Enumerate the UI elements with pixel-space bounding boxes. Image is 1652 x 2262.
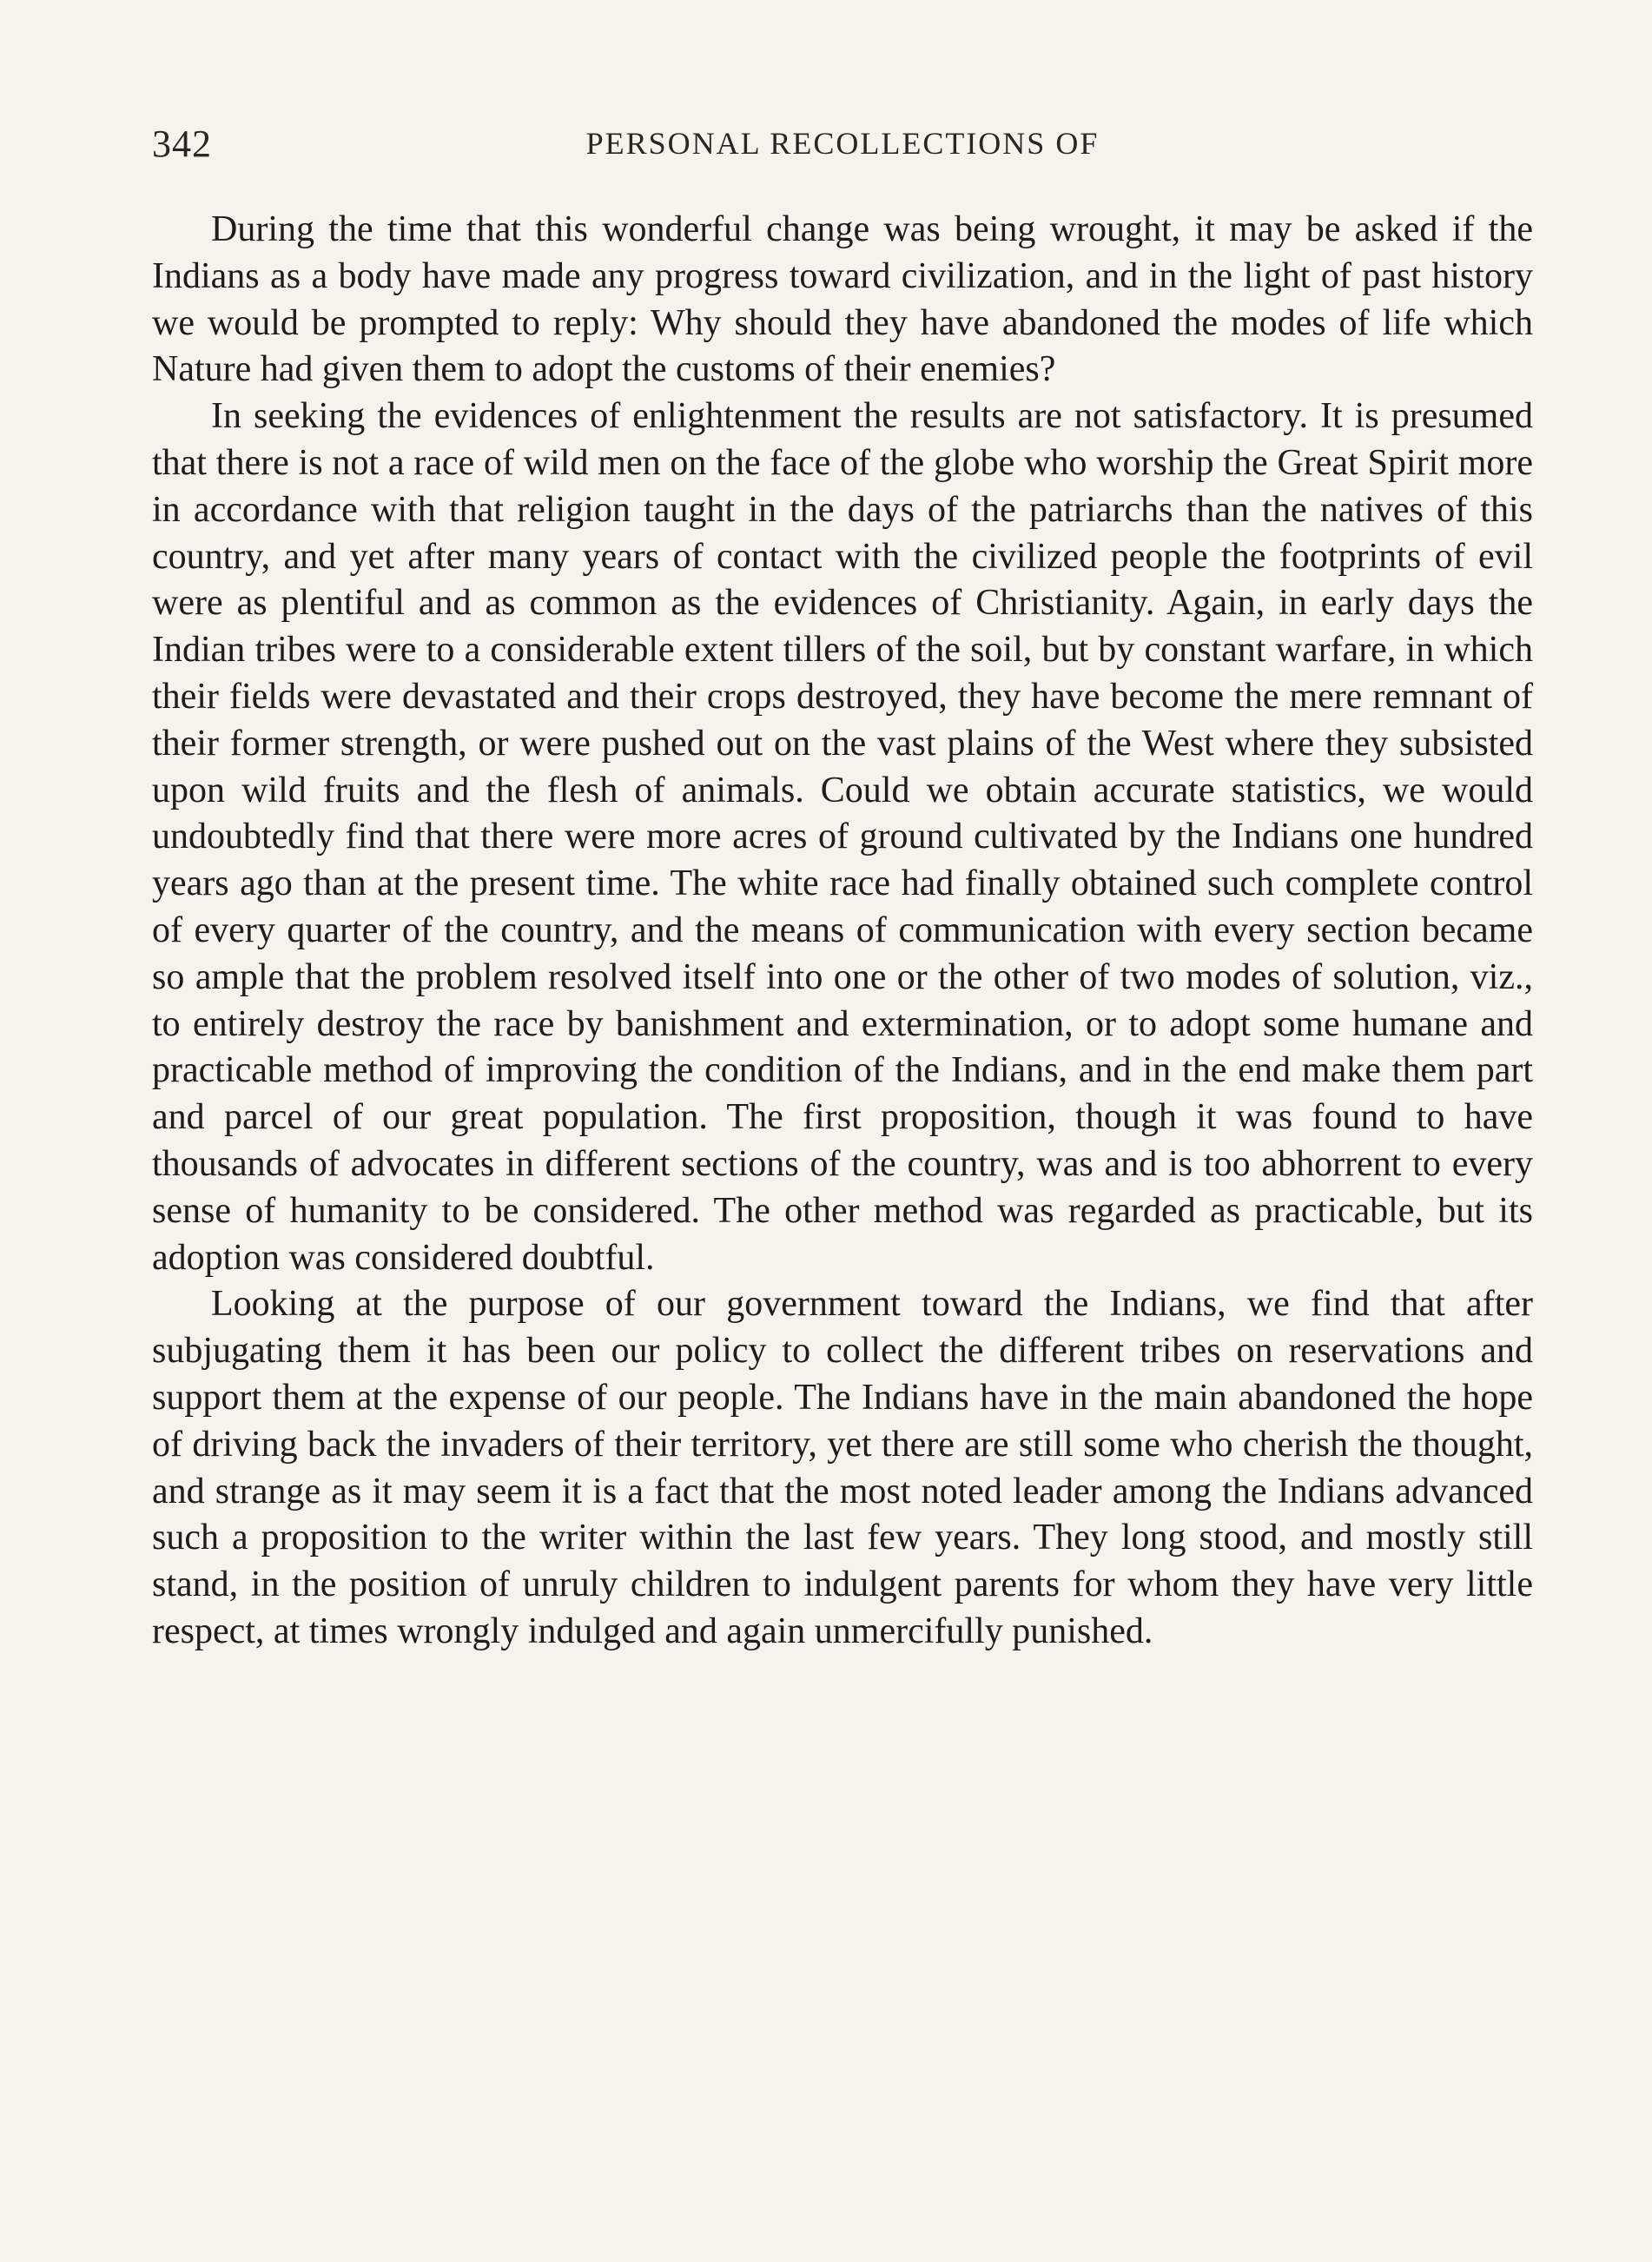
paragraph: In seeking the evidences of enlightenment the results are not satisfactory. It is presumed that there is not a race of wild men on the face of the globe who worship the Great Spirit more in accordance with that religion taught in the days of the patriarchs than the natives of this country, and yet after many years of contact with the civilized people the footprints of evil were as plentiful and as common as the evidences of Christianity. Again, in early days the Indian tribes were to a considerable extent tillers of the soil, but by constant warfare, in which their fields were devastated and their crops destroyed, they have become the mere remnant of their former strength, or were pushed out on the vast plains of the West where they subsisted upon wild fruits and the flesh of animals. Could we obtain accurate statistics, we would undoubtedly find that there were more acres of ground cultivated by the Indians one hundred years ago than at the present time. The white race had finally obtained such complete control of every quarter of the country, and the means of communication with every section became so ample that the problem resolved itself into one or the other of two modes of solution, viz., to entirely destroy the race by banishment and extermination, or to adopt some humane and practicable method of improving the condition of the Indians, and in the end make them part and parcel of our great population. The first proposition, though it was found to have thousands of advocates in different sections of the country, was and is too abhorrent to every sense of humanity to be considered. The other method was regarded as practicable, but its adoption was considered doubtful. [152,396,1533,1278]
running-head: PERSONAL RECOLLECTIONS OF [585,126,1100,161]
page-header [152,122,1533,174]
body-text [152,207,1533,1656]
page-number: 342 [152,122,212,165]
paragraph: Looking at the purpose of our government toward the Indians, we find that after subjugating them it has been our policy to collect the different tribes on reservations and support them at the expense of our people. The Indians have in the main abandoned the hope of driving back the invaders of their territory, yet there are still some who cherish the thought, and strange as it may seem it is a fact that the most noted leader among the Indians advanced such a proposition to the writer within the last few years. They long stood, and mostly still stand, in the position of unruly children to indulgent parents for whom they have very little respect, at times wrongly indulged and again unmercifully punished. [152,1284,1533,1651]
paragraph: During the time that this wonderful change was being wrought, it may be asked if the Indians as a body have made any progress toward civilization, and in the light of past history we would be prompted to reply: Why should they have abandoned the modes of life which Nature had given them to adopt the customs of their enemies? [152,209,1533,390]
